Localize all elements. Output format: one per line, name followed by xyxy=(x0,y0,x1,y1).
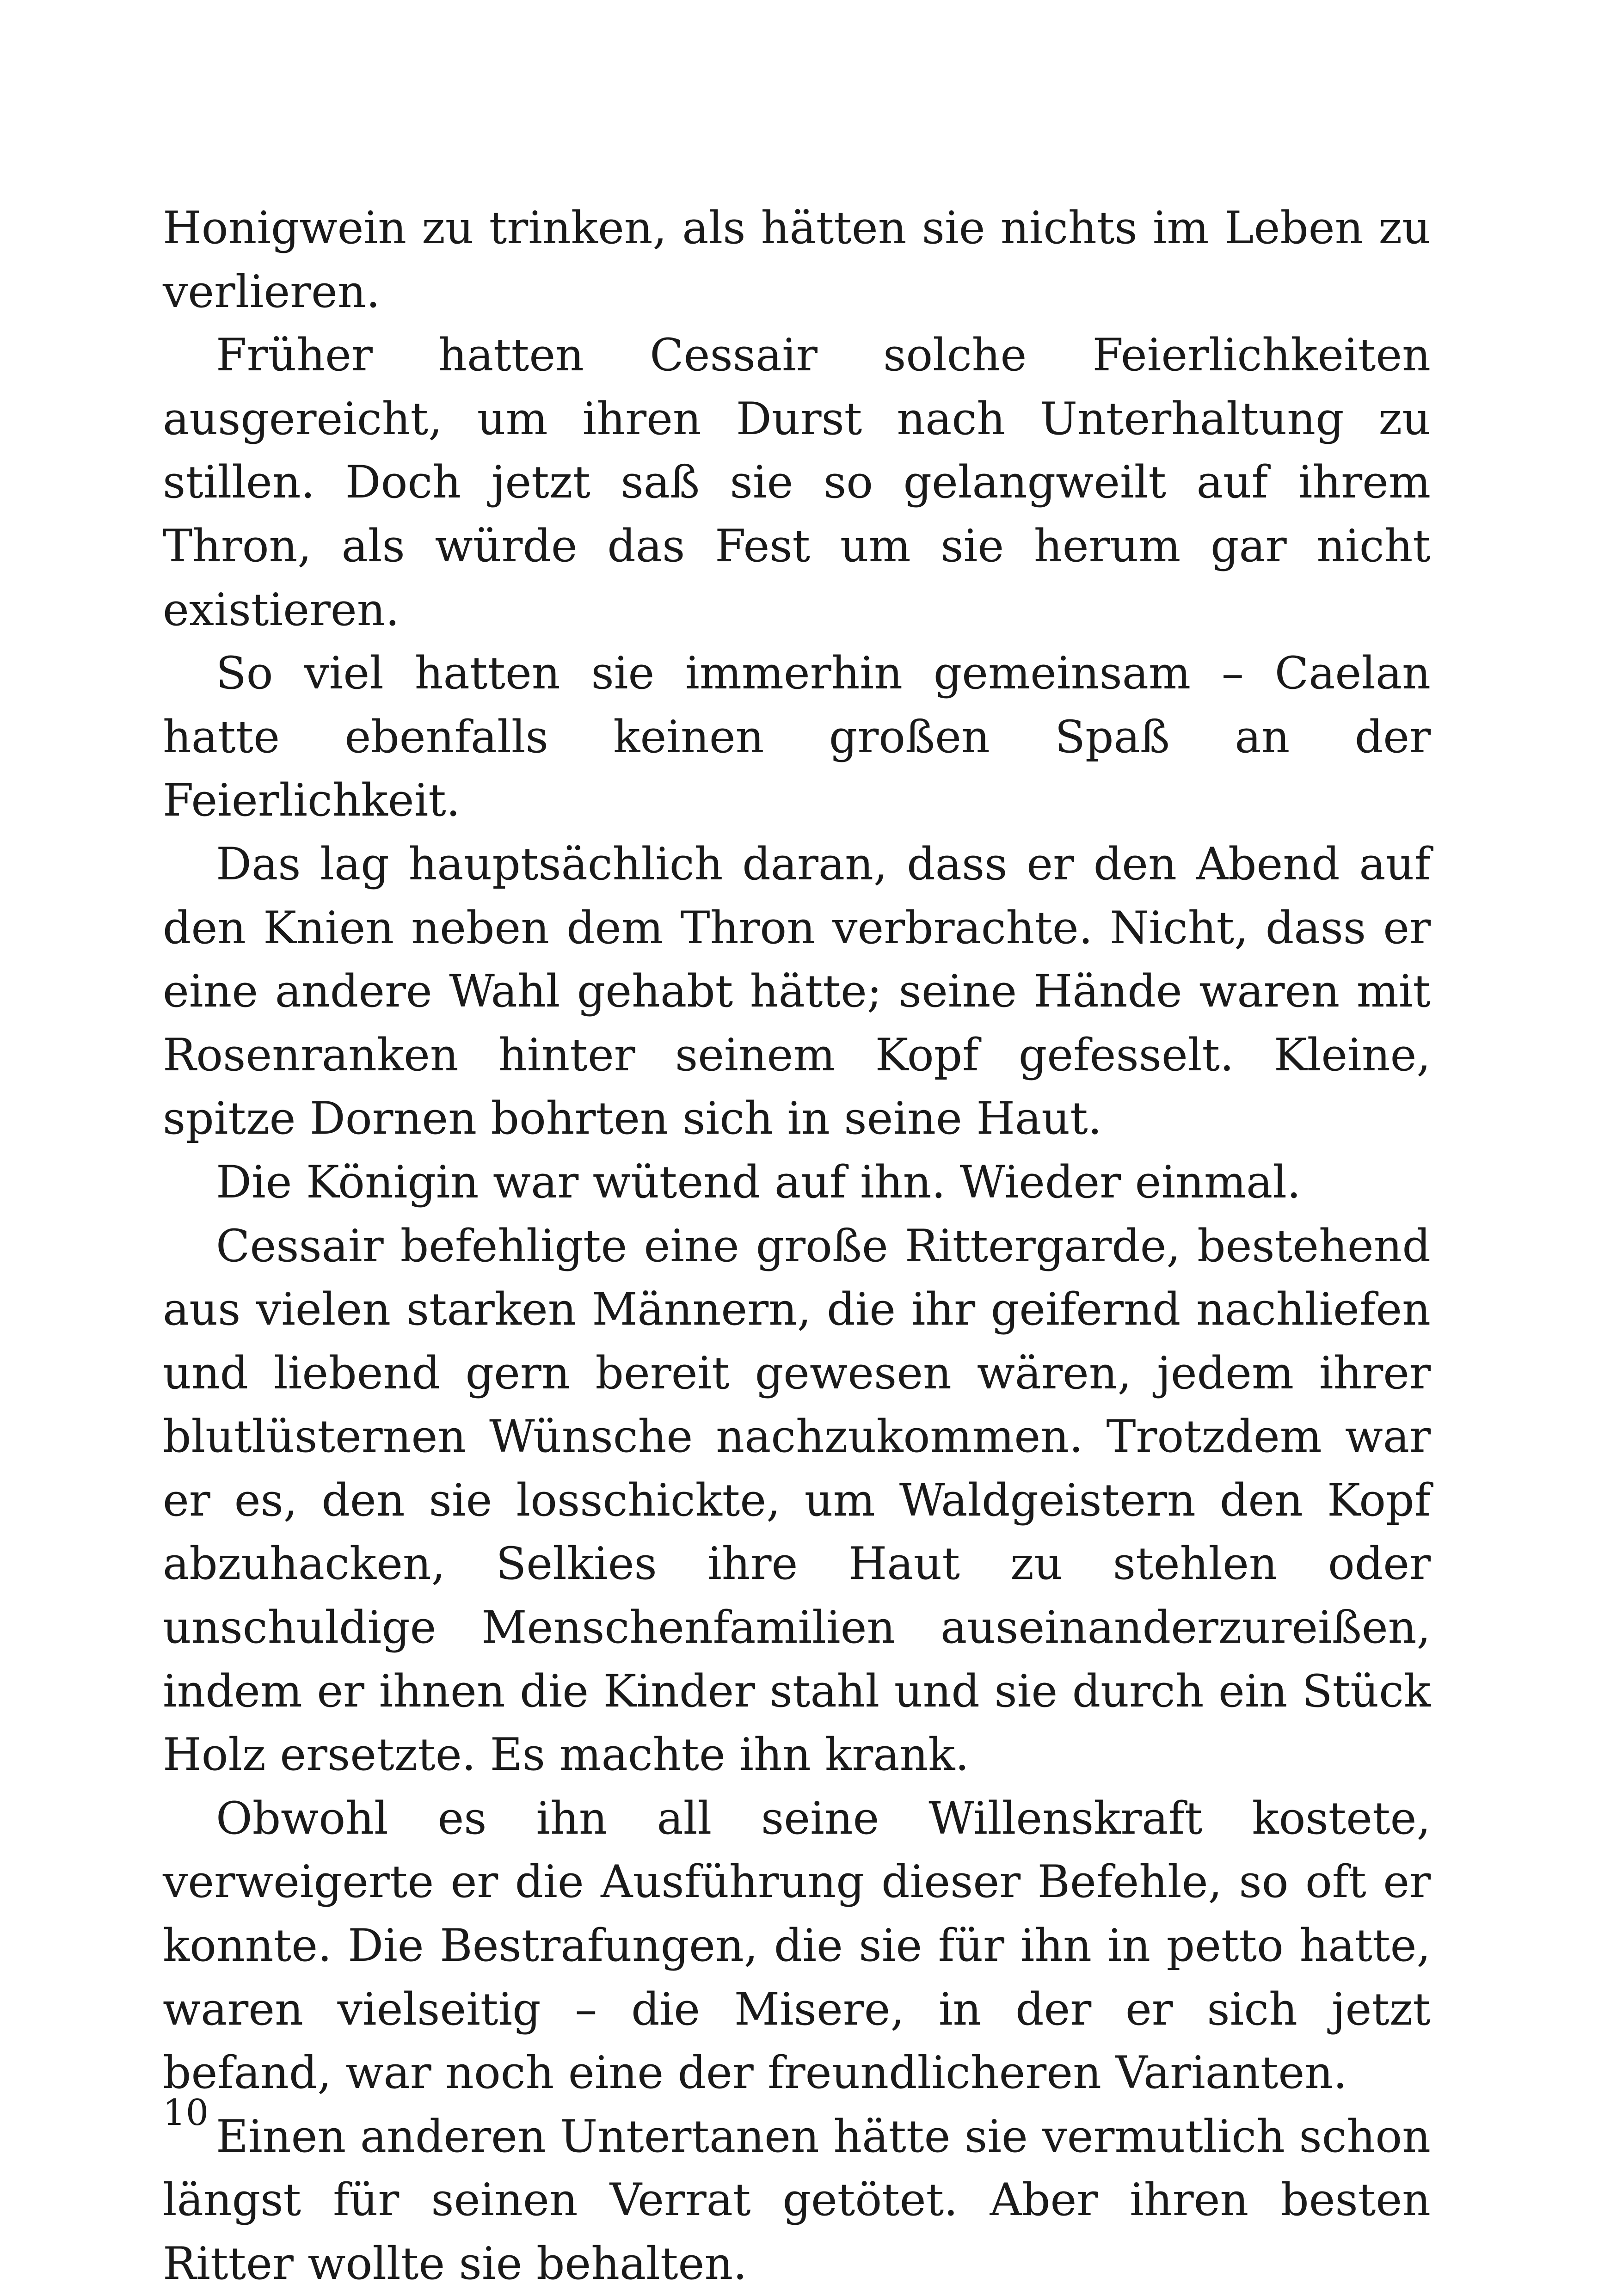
paragraph-6: Cessair befehligte eine große Rittergarde, bestehend aus vielen starken Männern, die ihr geifernd nachliefen und liebend gern bereit gewesen wären, jedem ihrer blutlüsternen Wünsche nachzukommen. Trotzdem war er es, den sie losschickte, um Waldgeistern den Kopf abzuhacken, Selkies ihre Haut zu stehlen oder unschuldige Menschenfamilien auseinanderzureißen, indem er ihnen die Kinder stahl und sie durch ein Stück Holz ersetzte. Es machte ihn krank. xyxy=(163,1220,1431,1781)
paragraph-5: Die Königin war wütend auf ihn. Wieder einmal. xyxy=(216,1156,1301,1208)
paragraph-8: Einen anderen Untertanen hätte sie vermutlich schon längst für seinen Verrat getötet. Aber ihren besten Ritter wollte sie behalten. xyxy=(163,2110,1431,2290)
paragraph-2: Früher hatten Cessair solche Feierlichkeiten ausgereicht, um ihren Durst nach Unterhaltung zu stillen. Doch jetzt saß sie so gelangweilt auf ihrem Thron, als würde das Fest um sie herum gar nicht existieren. xyxy=(163,329,1431,636)
paragraph-1: Honigwein zu trinken, als hätten sie nichts im Leben zu verlieren. xyxy=(163,202,1431,318)
paragraph-7: Obwohl es ihn all seine Willenskraft kostete, verweigerte er die Ausführung dieser Befehle, so oft er konnte. Die Bestrafungen, die sie für ihn in petto hatte, waren vielseitig – die Misere, in der er sich jetzt befand, war noch eine der freundlicheren Varianten. xyxy=(163,1792,1431,2099)
paragraph-4: Das lag hauptsächlich daran, dass er den Abend auf den Knien neben dem Thron verbrachte. Nicht, dass er eine andere Wahl gehabt hätte; seine Hände waren mit Rosenranken hinter seinem Kopf gefesselt. Kleine, spitze Dornen bohrten sich in seine Haut. xyxy=(163,838,1431,1145)
body-text xyxy=(163,196,1431,2296)
paragraph-3: So viel hatten sie immerhin gemeinsam – Caelan hatte ebenfalls keinen großen Spaß an der Feierlichkeit. xyxy=(163,647,1431,827)
page-number: 10 xyxy=(163,2092,209,2134)
